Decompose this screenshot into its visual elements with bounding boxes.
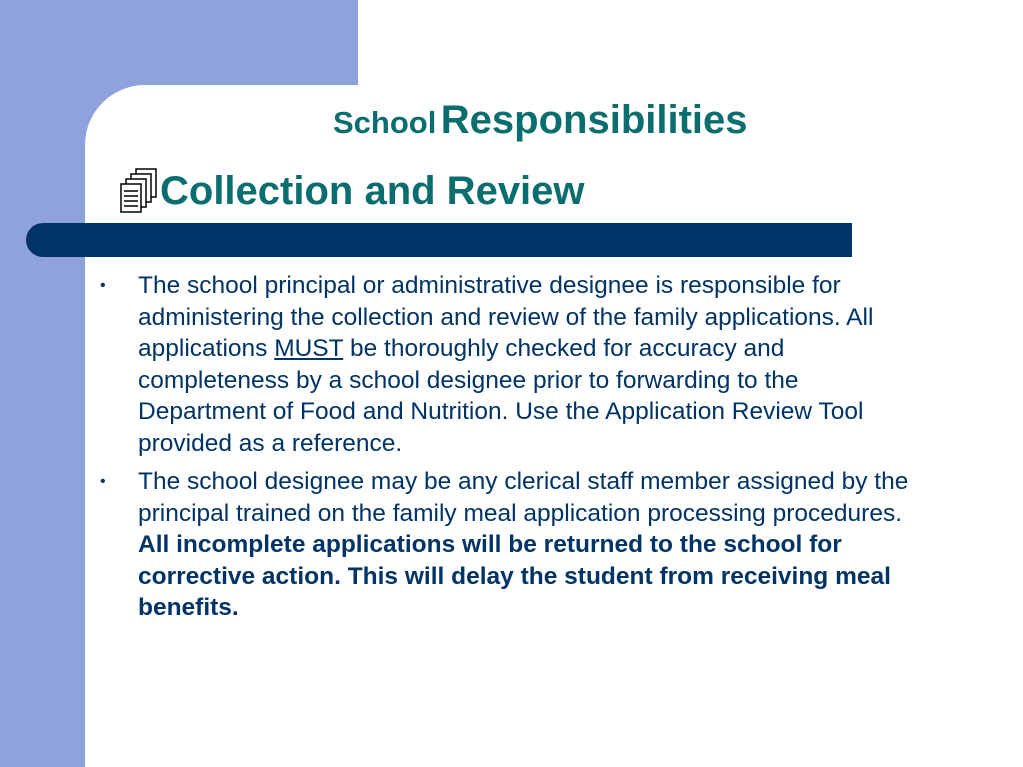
documents-stack-icon — [118, 166, 160, 216]
slide-subtitle — [118, 166, 585, 216]
bullet-marker: • — [100, 277, 106, 294]
title-word-responsibilities: Responsibilities — [440, 98, 748, 142]
bullet-text-cont: be thoroughly checked for accuracy and completeness by a school designee prior to forwarding to the Department of Food and Nutrition. Use the Application Review Tool provided as a reference. — [138, 335, 864, 457]
bullet-text: The school principal or administrative designee is responsible for administering the collection and review of the family applications. All applications — [138, 272, 874, 362]
bullet-item — [100, 466, 920, 624]
bullet-item — [100, 270, 920, 459]
bullet-text: The school designee may be any clerical staff member assigned by the principal trained on the family meal application processing procedures. — [138, 468, 909, 527]
subtitle-text: Collection and Review — [160, 168, 585, 213]
bullet-marker: • — [100, 473, 106, 490]
slide-title — [333, 98, 748, 143]
emphasis-must: MUST — [274, 335, 344, 362]
bullet-bold-warning: All incomplete applications will be returned to the school for corrective action. This will delay the student from receiving meal benefits. — [138, 531, 891, 621]
bullet-list — [100, 270, 920, 631]
divider-bar — [26, 223, 852, 257]
title-word-school: School — [333, 105, 437, 140]
